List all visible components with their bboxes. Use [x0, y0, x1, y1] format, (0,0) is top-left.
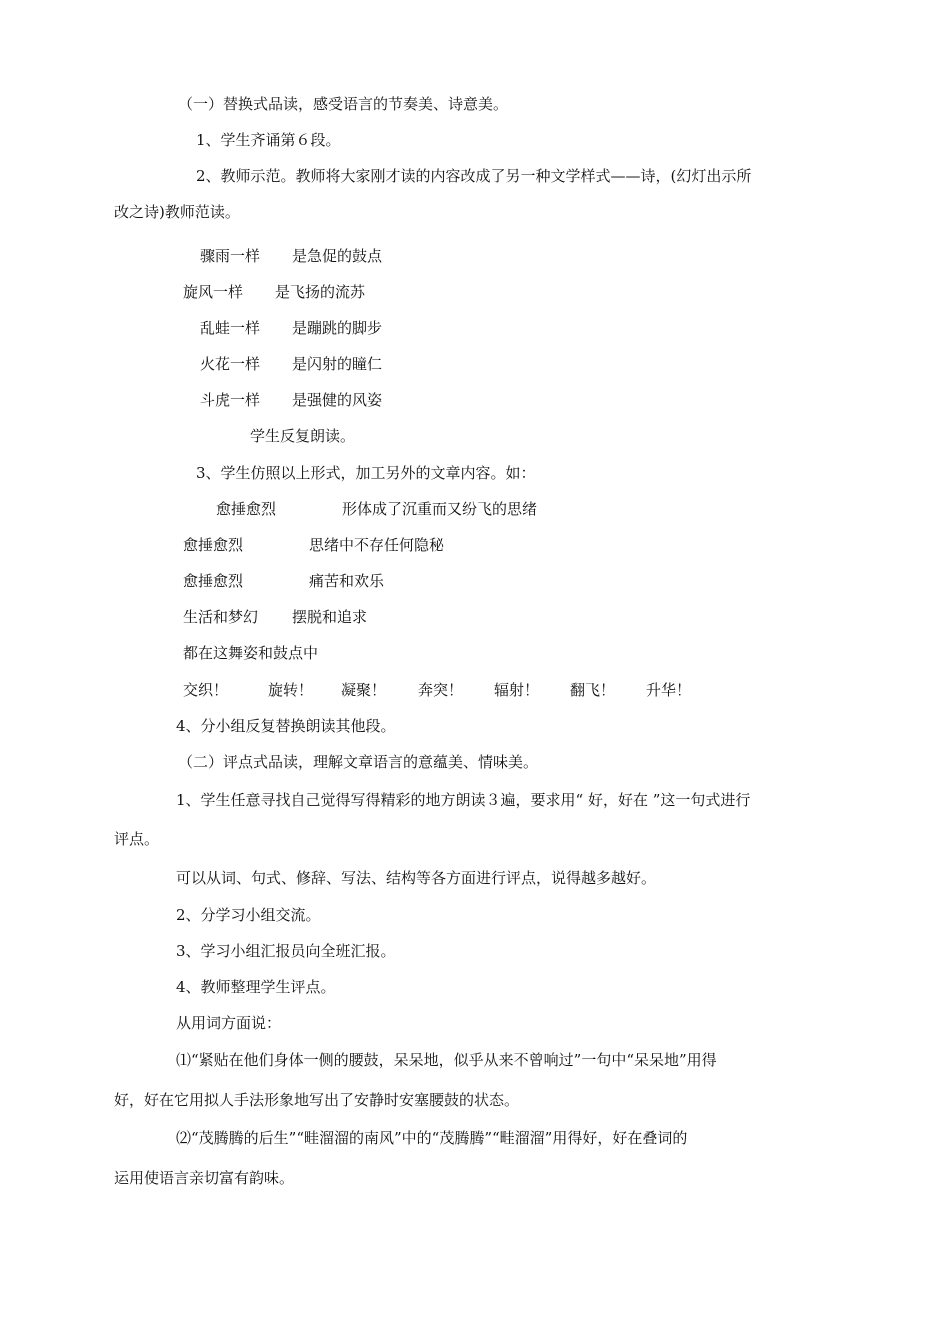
poem2-line-1-b: 形体成了沉重而又纷飞的思绪: [342, 500, 538, 518]
poem2-line-4-b: 摆脱和追求: [292, 608, 368, 626]
section1-step2-line1: 2、教师示范。教师将大家刚才读的内容改成了另一种文学样式——诗，(幻灯出示所: [196, 167, 752, 185]
poem2-line-2-a: 愈捶愈烈: [183, 536, 244, 554]
verb-5: 辐射！: [494, 681, 540, 699]
poem-line-3-b: 是蹦跳的脚步: [292, 319, 383, 337]
poem-line-1-a: 骤雨一样: [200, 247, 261, 265]
poem-line-2-a: 旋风一样: [183, 283, 244, 301]
section1-step3: 3、学生仿照以上形式，加工另外的文章内容。如：: [196, 464, 536, 482]
verb-2: 旋转！: [268, 681, 314, 699]
section1-heading: （一）替换式品读，感受语言的节奏美、诗意美。: [178, 95, 509, 113]
example2-line2: 运用使语言亲切富有韵味。: [114, 1169, 295, 1187]
poem-line-1-b: 是急促的鼓点: [292, 247, 383, 265]
poem-line-3-a: 乱蛙一样: [200, 319, 261, 337]
section2-note: 可以从词、句式、修辞、写法、结构等各方面进行评点，说得越多越好。: [176, 869, 657, 887]
verb-3: 凝聚！: [341, 681, 387, 699]
section2-step3: 3、学习小组汇报员向全班汇报。: [176, 942, 396, 960]
poem-line-4-b: 是闪射的瞳仁: [292, 355, 383, 373]
poem2-line-4-a: 生活和梦幻: [183, 608, 259, 626]
example1-line1: ⑴“紧贴在他们身体一侧的腰鼓，呆呆地，似乎从来不曾响过”一句中“呆呆地”用得: [176, 1051, 717, 1069]
section2-step2: 2、分学习小组交流。: [176, 906, 321, 924]
poem2-line-1-a: 愈捶愈烈: [216, 500, 277, 518]
section2-step1-line2: 评点。: [114, 830, 160, 848]
poem2-line-3-a: 愈捶愈烈: [183, 572, 244, 590]
poem-line-5-a: 斗虎一样: [200, 391, 261, 409]
section2-heading: （二）评点式品读，理解文章语言的意蕴美、情味美。: [178, 753, 539, 771]
verb-6: 翻飞！: [570, 681, 616, 699]
example1-line2: 好，好在它用拟人手法形象地写出了安静时安塞腰鼓的状态。: [114, 1091, 520, 1109]
poem2-line-5: 都在这舞姿和鼓点中: [183, 644, 319, 662]
verb-7: 升华！: [646, 681, 692, 699]
poem-line-5-b: 是强健的风姿: [292, 391, 383, 409]
poem-line-2-b: 是飞扬的流苏: [275, 283, 366, 301]
students-read: 学生反复朗读。: [250, 427, 356, 445]
poem2-line-2-b: 思绪中不存任何隐秘: [309, 536, 445, 554]
poem2-line-3-b: 痛苦和欢乐: [309, 572, 385, 590]
verb-1: 交织！: [183, 681, 229, 699]
section1-step2-line2: 改之诗)教师范读。: [114, 203, 240, 221]
verb-4: 奔突！: [418, 681, 464, 699]
example2-line1: ⑵“茂腾腾的后生”“畦溜溜的南风”中的“茂腾腾”“畦溜溜”用得好，好在叠词的: [176, 1129, 688, 1147]
poem-line-4-a: 火花一样: [200, 355, 261, 373]
section2-step1-line1: 1、学生任意寻找自己觉得写得精彩的地方朗读３遍，要求用“ 好，好在 ”这一句式进行: [176, 791, 751, 809]
section1-step1: 1、学生齐诵第６段。: [196, 131, 341, 149]
word-aspect: 从用词方面说：: [176, 1014, 282, 1032]
section1-step4: 4、分小组反复替换朗读其他段。: [176, 717, 396, 735]
section2-step4: 4、教师整理学生评点。: [176, 978, 336, 996]
